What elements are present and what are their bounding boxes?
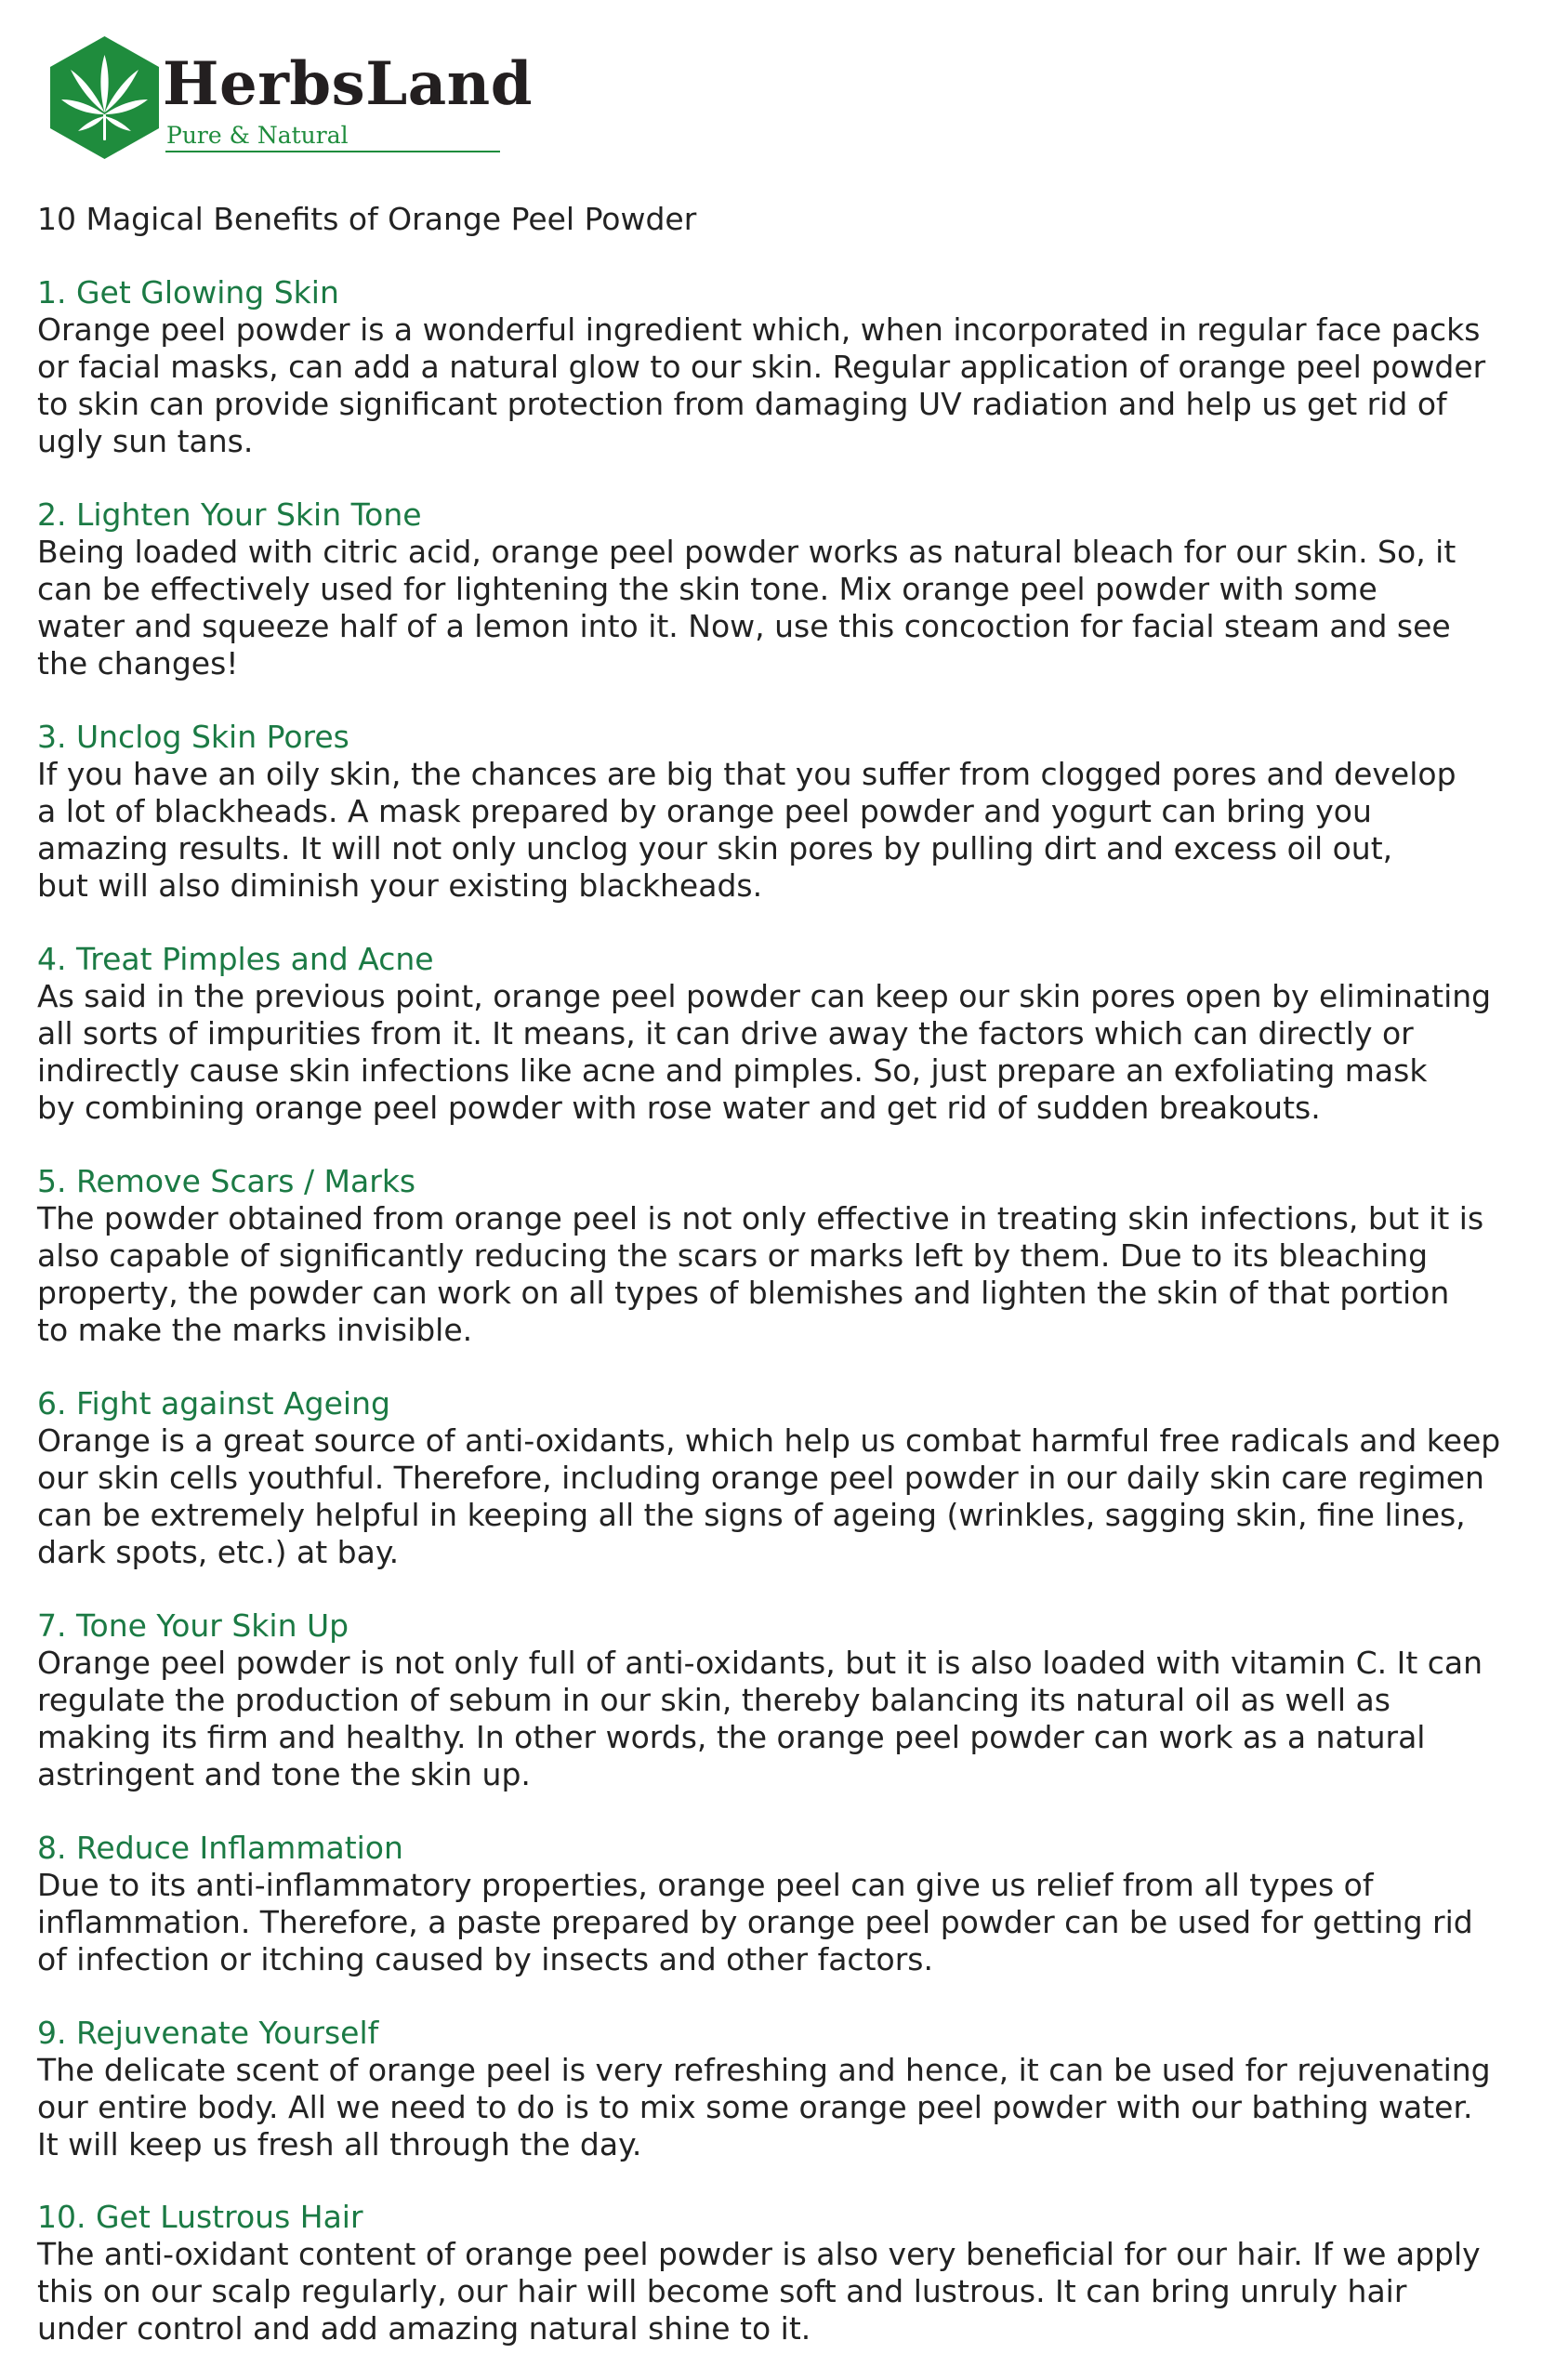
- benefit-text-line: can be extremely helpful in keeping all the signs of ageing (wrinkles, sagging skin, fine lines,: [37, 1497, 1466, 1533]
- benefit-heading: 9. Rejuvenate Yourself: [37, 2015, 379, 2051]
- benefit-heading: 1. Get Glowing Skin: [37, 274, 339, 311]
- benefit-text-line: It will keep us fresh all through the day.: [37, 2126, 642, 2162]
- benefit-heading: 4. Treat Pimples and Acne: [37, 941, 434, 977]
- benefit-text-line: by combining orange peel powder with rose water and get rid of sudden breakouts.: [37, 1090, 1321, 1126]
- benefit-section-5: [37, 1163, 1524, 1349]
- benefit-text-line: to skin can provide significant protection from damaging UV radiation and help us get rid of: [37, 386, 1447, 422]
- benefit-heading: 3. Unclog Skin Pores: [37, 719, 349, 755]
- benefit-text-line: this on our scalp regularly, our hair will become soft and lustrous. It can bring unruly hair: [37, 2273, 1407, 2309]
- benefit-text-line: under control and add amazing natural shine to it.: [37, 2310, 811, 2347]
- benefit-text-line: Orange peel powder is a wonderful ingredient which, when incorporated in regular face packs: [37, 311, 1481, 348]
- article-title: 10 Magical Benefits of Orange Peel Powder: [37, 201, 697, 237]
- benefit-heading: 2. Lighten Your Skin Tone: [37, 496, 422, 533]
- benefit-section-3: [37, 719, 1524, 905]
- benefit-text-line: Being loaded with citric acid, orange peel powder works as natural bleach for our skin. So, it: [37, 534, 1456, 570]
- benefit-section-10: [37, 2199, 1524, 2347]
- benefit-text-line: to make the marks invisible.: [37, 1312, 473, 1348]
- benefit-text-line: property, the powder can work on all types of blemishes and lighten the skin of that portion: [37, 1275, 1450, 1311]
- benefit-text-line: can be effectively used for lightening the skin tone. Mix orange peel powder with some: [37, 571, 1377, 607]
- benefit-text-line: our entire body. All we need to do is to mix some orange peel powder with our bathing water.: [37, 2089, 1473, 2125]
- benefit-text-line: all sorts of impurities from it. It means, it can drive away the factors which can directly or: [37, 1015, 1414, 1051]
- brand-tagline: Pure & Natural: [166, 122, 349, 149]
- benefit-text-line: water and squeeze half of a lemon into it. Now, use this concoction for facial steam and see: [37, 608, 1451, 644]
- benefit-text-line: regulate the production of sebum in our skin, thereby balancing its natural oil as well as: [37, 1682, 1390, 1718]
- benefit-text-line: the changes!: [37, 645, 239, 681]
- benefit-section-6: [37, 1385, 1524, 1571]
- benefit-heading: 7. Tone Your Skin Up: [37, 1607, 349, 1644]
- benefit-section-9: [37, 2015, 1524, 2163]
- benefit-text-line: As said in the previous point, orange peel powder can keep our skin pores open by eliminating: [37, 978, 1492, 1014]
- benefit-text-line: but will also diminish your existing blackheads.: [37, 867, 763, 904]
- benefit-section-7: [37, 1607, 1524, 1793]
- benefit-text-line: Due to its anti-inflammatory properties, orange peel can give us relief from all types of: [37, 1867, 1374, 1903]
- benefit-text-line: The delicate scent of orange peel is very refreshing and hence, it can be used for rejuvenating: [37, 2052, 1491, 2088]
- benefit-text-line: of infection or itching caused by insects and other factors.: [37, 1941, 933, 1977]
- benefit-text-line: making its firm and healthy. In other words, the orange peel powder can work as a natural: [37, 1719, 1426, 1755]
- benefit-text-line: inflammation. Therefore, a paste prepared by orange peel powder can be used for getting rid: [37, 1904, 1473, 1940]
- herbsland-logo: [46, 34, 533, 161]
- benefit-text-line: The anti-oxidant content of orange peel powder is also very beneficial for our hair. If we apply: [37, 2236, 1481, 2272]
- benefit-text-line: amazing results. It will not only unclog your skin pores by pulling dirt and excess oil out,: [37, 830, 1393, 866]
- benefit-section-1: [37, 274, 1524, 460]
- benefit-text-line: indirectly cause skin infections like acne and pimples. So, just prepare an exfoliating mask: [37, 1052, 1428, 1089]
- benefit-text-line: Orange is a great source of anti-oxidants, which help us combat harmful free radicals and keep: [37, 1422, 1501, 1459]
- benefit-text-line: ugly sun tans.: [37, 423, 254, 459]
- benefit-heading: 6. Fight against Ageing: [37, 1385, 390, 1421]
- benefit-text-line: The powder obtained from orange peel is not only effective in treating skin infections, but it is: [37, 1200, 1484, 1236]
- benefit-heading: 10. Get Lustrous Hair: [37, 2199, 363, 2235]
- benefit-heading: 5. Remove Scars / Marks: [37, 1163, 416, 1199]
- benefit-heading: 8. Reduce Inflammation: [37, 1830, 403, 1866]
- benefit-text-line: dark spots, etc.) at bay.: [37, 1534, 400, 1570]
- benefit-section-4: [37, 941, 1524, 1127]
- benefit-text-line: or facial masks, can add a natural glow to our skin. Regular application of orange peel powder: [37, 349, 1486, 385]
- benefit-text-line: Orange peel powder is not only full of anti-oxidants, but it is also loaded with vitamin C. It can: [37, 1645, 1483, 1681]
- benefit-text-line: a lot of blackheads. A mask prepared by orange peel powder and yogurt can bring you: [37, 793, 1372, 829]
- benefit-section-8: [37, 1830, 1524, 1978]
- benefit-section-2: [37, 496, 1524, 682]
- benefit-text-line: astringent and tone the skin up.: [37, 1756, 531, 1792]
- cannabis-leaf-hexagon-icon: [46, 34, 163, 161]
- benefit-text-line: our skin cells youthful. Therefore, including orange peel powder in our daily skin care regimen: [37, 1460, 1484, 1496]
- tagline-underline: [165, 151, 500, 152]
- brand-name: HerbsLand: [163, 49, 533, 119]
- benefit-text-line: If you have an oily skin, the chances are big that you suffer from clogged pores and develop: [37, 756, 1456, 792]
- benefit-text-line: also capable of significantly reducing the scars or marks left by them. Due to its bleaching: [37, 1237, 1429, 1274]
